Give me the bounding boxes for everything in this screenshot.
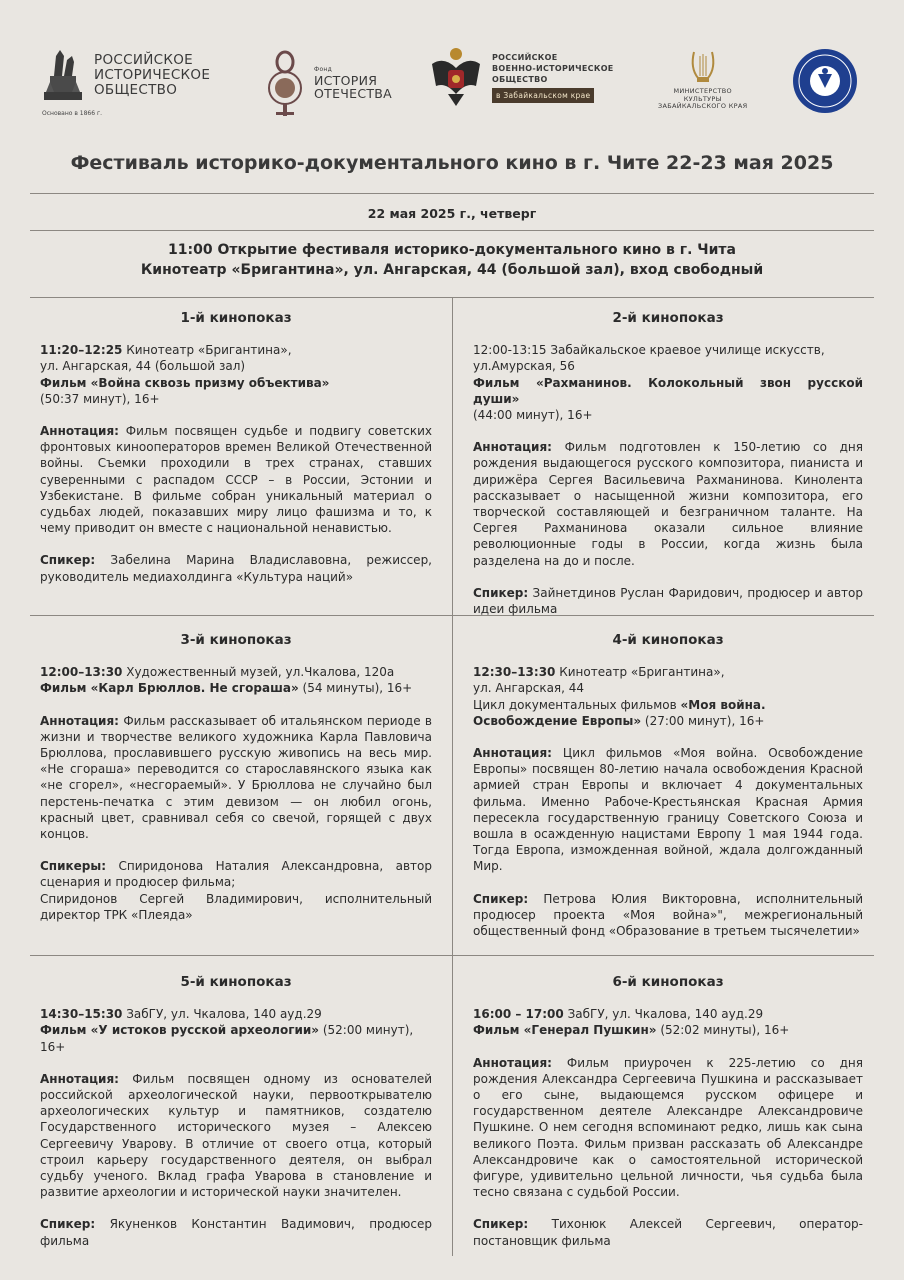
speaker-text: Якуненков Константин Вадимович, продюсер фильма xyxy=(40,1217,432,1248)
opening-line-2: Кинотеатр «Бригантина», ул. Ангарская, 44 (большой зал), вход свободный xyxy=(140,262,764,278)
annotation-label: Аннотация: xyxy=(40,424,119,439)
logo-bar xyxy=(0,38,904,138)
annotation-label: Аннотация: xyxy=(473,746,552,761)
screening-2 xyxy=(473,310,863,617)
screening-time: 11:20–12:25 xyxy=(40,343,123,358)
film-prefix: Цикл документальных фильмов xyxy=(473,697,681,712)
annotation xyxy=(473,745,863,875)
fio-logo xyxy=(262,48,392,118)
annotation xyxy=(40,423,432,536)
speaker-text: Забелина Марина Владиславовна, режиссер, руководитель медиахолдинга «Культура наций» xyxy=(40,553,432,584)
annotation xyxy=(40,1071,432,1201)
screening-time: 12:30–13:30 xyxy=(473,665,556,680)
speaker xyxy=(40,552,432,584)
fio-line-2: ОТЕЧЕСТВА xyxy=(314,86,393,101)
speaker-label: Спикер: xyxy=(473,1217,529,1232)
film-details: (54 минуты), 16+ xyxy=(298,681,413,696)
speaker-label: Спикер: xyxy=(40,1217,96,1232)
column-divider xyxy=(452,298,453,1256)
mk-line-2: КУЛЬТУРЫ xyxy=(683,94,722,103)
film-title: «Моя война. Освобождение Европы» xyxy=(473,697,766,728)
screening-time: 12:00-13:15 xyxy=(473,343,547,358)
screening-place: Кинотеатр «Бригантина», xyxy=(122,343,292,358)
speaker-text: Зайнетдинов Руслан Фаридович, продюсер и автор идеи фильма xyxy=(473,585,863,617)
speaker xyxy=(473,585,863,617)
speaker-label: Спикер: xyxy=(40,553,96,568)
fio-line-1: ИСТОРИЯ xyxy=(314,73,378,88)
screening-heading: 3-й кинопоказ xyxy=(180,632,292,648)
speaker-text: Спиридонова Наталия Александровна, автор сценария и продюсер фильма; xyxy=(40,859,432,890)
university-seal-logo xyxy=(792,48,858,114)
ankh-emblem-icon xyxy=(262,48,308,118)
screening-time: 16:00 – 17:00 xyxy=(473,1007,564,1022)
film-title: Фильм «У истоков русской археологии» xyxy=(40,1023,320,1038)
opening-block xyxy=(0,240,904,280)
screening-6 xyxy=(473,974,863,1249)
speaker-text-2: Спиридонов Сергей Владимирович, исполнительный директор ТРК «Плеяда» xyxy=(40,891,432,922)
annotation-text: Фильм рассказывает об итальянском периоде в жизни и творчестве великого художника Карла Павловича Брюллова, прославившего русскую живопись на весь мир. «Не сгораша» переводится со старославянского языка как «не сгорел», «несгораемый». У Брюллова не случайно был перстень-печатка с этим девизом — он любил огонь, красный цвет, сравнивал себя со свечой, горящей с двух концов. xyxy=(40,713,432,842)
speaker xyxy=(40,1216,432,1248)
screening-place: Забайкальское краевое училище искусств, xyxy=(546,343,825,358)
screening-5 xyxy=(40,974,432,1249)
rvio-line-3: ОБЩЕСТВО xyxy=(492,74,548,84)
annotation xyxy=(473,1055,863,1201)
rvio-line-1: РОССИЙСКОЕ xyxy=(492,52,558,62)
screening-place: ЗабГУ, ул. Чкалова, 140 ауд.29 xyxy=(122,1007,322,1022)
film-details: (44:00 минут), 16+ xyxy=(473,408,593,423)
film-title: Фильм «Карл Брюллов. Не сгораша» xyxy=(40,681,299,696)
screening-time: 14:30–15:30 xyxy=(40,1007,123,1022)
film-title: Фильм «Генерал Пушкин» xyxy=(473,1023,657,1038)
screening-3 xyxy=(40,632,432,923)
film-details: (27:00 минут), 16+ xyxy=(641,713,765,728)
screening-heading: 2-й кинопоказ xyxy=(612,310,724,326)
screening-1 xyxy=(40,310,432,585)
mk-line-1: МИНИСТЕРСТВО xyxy=(673,87,732,95)
screening-place: Кинотеатр «Бригантина», xyxy=(555,665,725,680)
screening-heading: 5-й кинопоказ xyxy=(180,974,292,990)
screening-4 xyxy=(473,632,863,939)
speaker-label: Спикеры: xyxy=(40,859,107,874)
annotation-label: Аннотация: xyxy=(473,440,552,455)
event-date: 22 мая 2025 г., четверг xyxy=(367,206,537,221)
monument-icon xyxy=(40,46,86,104)
rvio-logo xyxy=(428,46,614,108)
divider xyxy=(30,193,874,194)
annotation-text: Фильм приурочен к 225-летию со дня рождения Александра Сергеевича Пушкина и рассказывает о его сыне, выдающемся русском офицере и государственном деятеле Александре Александровиче Пушкине. О нем сегодня вспоминают редко, лишь как сына великого Поэта. Фильм призван рассказать об Александре Александровиче как о самостоятельной исторической фигуре, удивительно цельной личности, чья судьба была тесно связана с судьбой России. xyxy=(473,1055,863,1200)
speaker xyxy=(473,1216,863,1248)
double-eagle-icon xyxy=(428,46,484,108)
speaker xyxy=(473,891,863,940)
seal-icon xyxy=(792,48,858,114)
annotation xyxy=(40,713,432,843)
annotation-label: Аннотация: xyxy=(40,1071,119,1086)
annotation-label: Аннотация: xyxy=(473,1055,552,1070)
mk-line-3: ЗАБАЙКАЛЬСКОГО КРАЯ xyxy=(658,102,748,110)
annotation xyxy=(473,439,863,569)
page-title: Фестиваль историко-документального кино в г. Чите 22-23 мая 2025 xyxy=(70,152,834,174)
screening-heading: 1-й кинопоказ xyxy=(180,310,292,326)
annotation-text: Фильм посвящен судьбе и подвигу советских фронтовых кинооператоров времен Великой Отечественной войны. Съемки проходили в трех странах, ставших суверенными с распадом СССР – в России, Эстонии и Узбекистане. В фильме собран уникальный материал о судьбах людей, показавших миру лицо фашизма и то, к чему приводит он вместе с национальной ненавистью. xyxy=(40,424,432,536)
screening-place: Художественный музей, ул.Чкалова, 120а xyxy=(122,665,395,680)
annotation-text: Фильм подготовлен к 150-летию со дня рождения выдающегося русского композитора, пианиста и дирижёра Сергея Васильевича Рахманинова. Кинолента рассказывает о насыщенной жизни композитора, его творческой составляющей и безграничном таланте. На Сергея Рахманинова оказали сильное влияние революционные годы в России, когда жизнь была разделена на до и после. xyxy=(473,440,863,568)
annotation-text: Фильм посвящен одному из основателей российской археологической науки, первооткрывателю археологических культур и памятников, создателю Государственного исторического музея – Алексею Сергеевичу Уварову. В отличие от своего отца, который строил карьеру государственного деятеля, он выбрал судьбу ученого. Вклад графа Уварова в становление и развитие археологии и исторической науки значителен. xyxy=(40,1071,432,1200)
annotation-text: Цикл фильмов «Моя война. Освобождение Европы» посвящен 80-летию начала освобождения Красной армией стран Европы и включает 4 документальных фильма. Именно Рабоче-Крестьянская Красная Армия пересекла государственную границу Советского Союза и вошла в осажденную нацистами Европу 1 мая 1944 года. Тогда Европа, изможденная войной, ждала долгожданный Мир. xyxy=(473,746,863,874)
speaker-text: Тихонюк Алексей Сергеевич, оператор-постановщик фильма xyxy=(473,1217,863,1248)
film-title: Фильм «Война сквозь призму объектива» xyxy=(40,375,330,390)
film-details: (50:37 минут), 16+ xyxy=(40,391,160,406)
rio-line-2: ИСТОРИЧЕСКОЕ xyxy=(94,66,211,83)
rvio-region-tag: в Забайкальском крае xyxy=(492,88,594,103)
annotation-label: Аннотация: xyxy=(40,713,119,728)
divider xyxy=(30,230,874,231)
screening-place-2: ул.Амурская, 56 xyxy=(473,359,575,374)
ministry-culture-logo xyxy=(658,48,747,111)
rio-founded: Основано в 1866 г. xyxy=(42,110,103,117)
film-title: Фильм «Рахманинов. Колокольный звон русской души» xyxy=(473,375,863,406)
screening-heading: 4-й кинопоказ xyxy=(612,632,724,648)
lyre-icon xyxy=(688,48,718,88)
speaker-text: Петрова Юлия Викторовна, исполнительный продюсер проекта «Моя война»", межрегиональный общественный фонд «Образование в третьем тысячелетии» xyxy=(473,891,863,939)
speaker-label: Спикер: xyxy=(473,891,529,906)
speaker xyxy=(40,858,432,923)
screening-heading: 6-й кинопоказ xyxy=(612,974,724,990)
screening-place-2: ул. Ангарская, 44 (большой зал) xyxy=(40,359,246,374)
film-details: (52:00 минут), 16+ xyxy=(40,1023,414,1054)
speaker-label: Спикер: xyxy=(473,585,529,600)
rio-line-1: РОССИЙСКОЕ xyxy=(94,51,193,68)
fio-small: Фонд xyxy=(314,66,333,73)
rio-line-3: ОБЩЕСТВО xyxy=(94,81,178,98)
film-details: (52:02 минуты), 16+ xyxy=(656,1023,790,1038)
screening-place: ЗабГУ, ул. Чкалова, 140 ауд.29 xyxy=(563,1007,764,1022)
rvio-line-2: ВОЕННО-ИСТОРИЧЕСКОЕ xyxy=(492,63,614,73)
opening-line-1: 11:00 Открытие фестиваля историко-документального кино в г. Чита xyxy=(168,242,736,258)
screening-place-2: ул. Ангарская, 44 xyxy=(473,681,585,696)
screening-time: 12:00–13:30 xyxy=(40,665,123,680)
rio-logo xyxy=(40,46,211,117)
